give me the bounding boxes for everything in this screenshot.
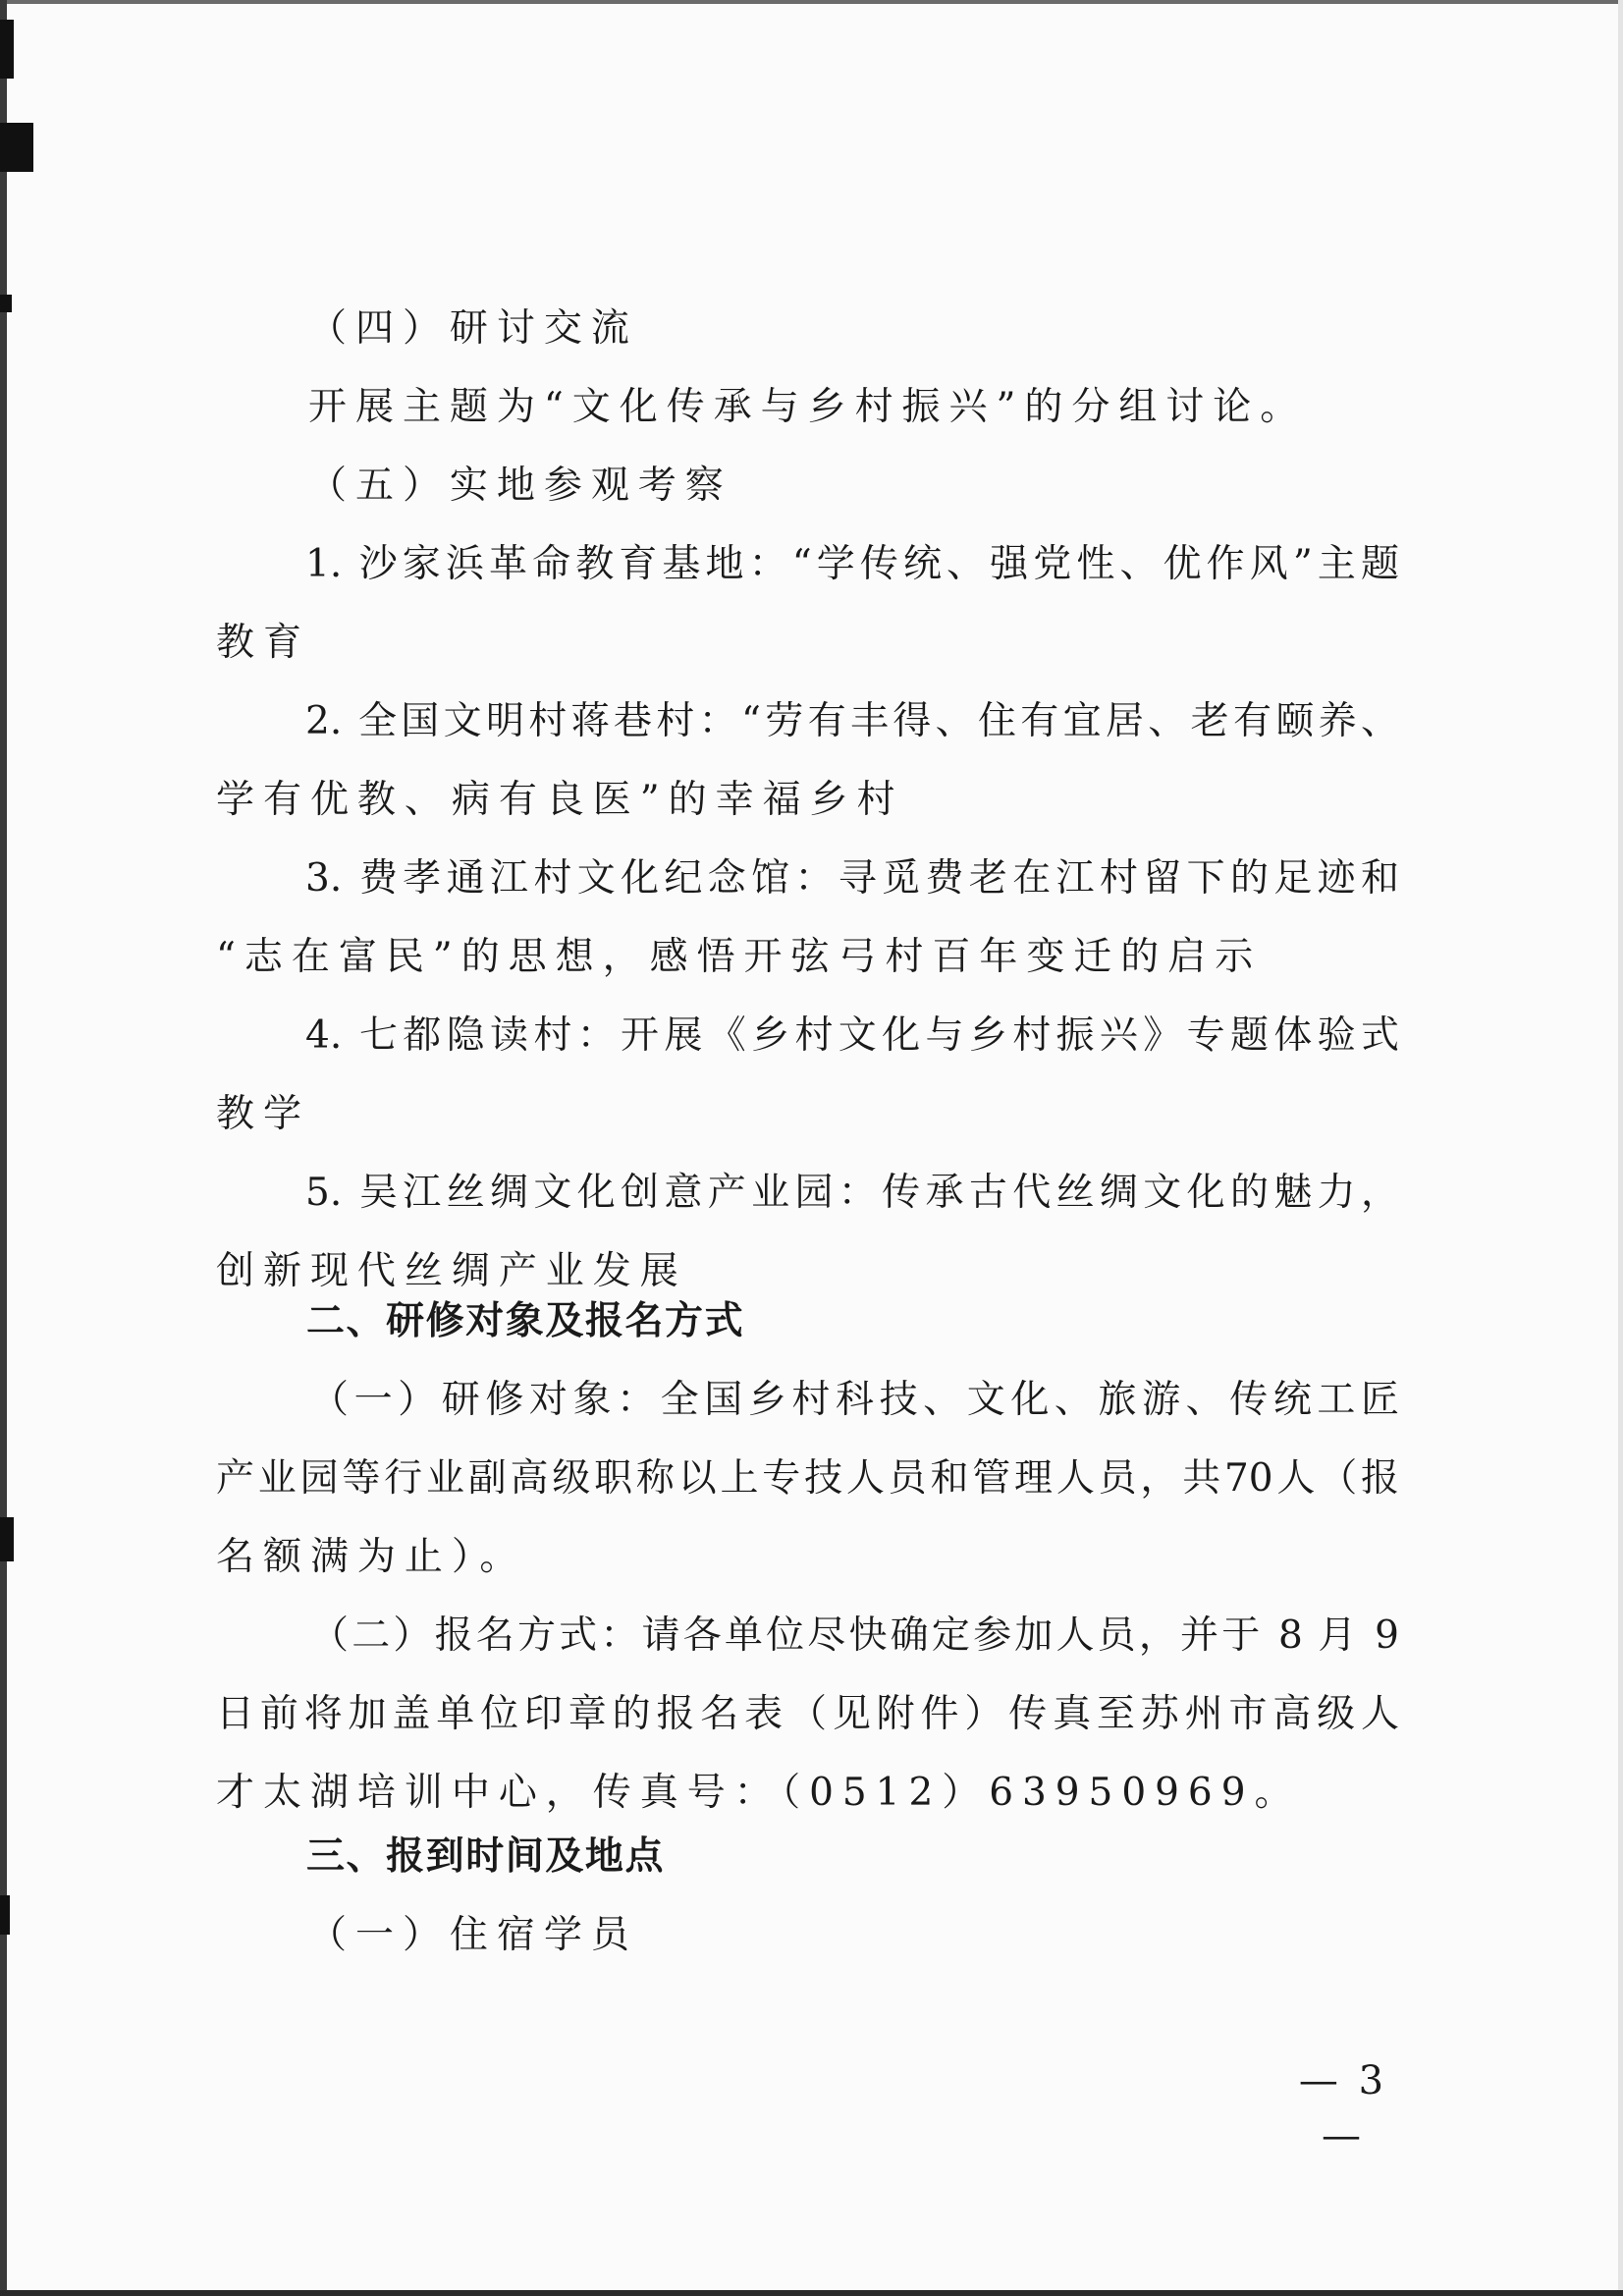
binding-mark <box>0 1895 10 1935</box>
page-number: — 3 — <box>1298 2058 1388 2159</box>
paragraph-line: （一）研修对象：全国乡村科技、文化、旅游、传统工匠 <box>310 1378 1399 1422</box>
paragraph-line: （二）报名方式：请各单位尽快确定参加人员，并于 8 月 9 <box>310 1613 1399 1658</box>
list-item-4-line-1: 4. 七都隐读村：开展《乡村文化与乡村振兴》专题体验式 <box>305 1013 1399 1058</box>
list-item-3-line-2: “志在富民”的思想，感悟开弦弓村百年变迁的启示 <box>216 935 1263 979</box>
binding-mark <box>0 1517 14 1561</box>
list-item-1-line-1: 1. 沙家浜革命教育基地：“学传统、强党性、优作风”主题 <box>305 542 1399 586</box>
list-item-3-line-1: 3. 费孝通江村文化纪念馆：寻觅费老在江村留下的足迹和 <box>305 856 1399 901</box>
list-item-1-line-2: 教育 <box>216 621 310 665</box>
binding-mark <box>0 20 14 79</box>
scan-right-edge <box>1618 0 1623 2296</box>
paragraph-line: 才太湖培训中心，传真号：（0512）63950969。 <box>216 1771 1302 1815</box>
binding-mark <box>0 123 33 172</box>
scan-top-edge <box>0 0 1623 4</box>
section-heading-participants: 二、研修对象及报名方式 <box>306 1299 745 1343</box>
list-item-4-line-2: 教学 <box>216 1092 310 1136</box>
paragraph-line: 产业园等行业副高级职称以上专技人员和管理人员，共70人（报 <box>216 1456 1399 1501</box>
list-item-5-line-1: 5. 吴江丝绸文化创意产业园：传承古代丝绸文化的魅力， <box>305 1171 1399 1215</box>
paragraph-line: 名额满为止）。 <box>216 1535 527 1579</box>
section-heading-registration: 三、报到时间及地点 <box>306 1834 666 1879</box>
subheading-field-visit: （五）实地参观考察 <box>308 464 732 508</box>
subheading-resident-trainees: （一）住宿学员 <box>308 1913 638 1957</box>
list-item-2-line-2: 学有优教、病有良医”的幸福乡村 <box>216 778 904 822</box>
list-item-2-line-1: 2. 全国文明村蒋巷村：“劳有丰得、住有宜居、老有颐养、 <box>305 699 1399 743</box>
list-item-5-line-2: 创新现代丝绸产业发展 <box>216 1249 687 1293</box>
scan-left-edge <box>0 0 7 2296</box>
binding-mark <box>0 295 12 312</box>
paragraph-line: 日前将加盖单位印章的报名表（见附件）传真至苏州市高级人 <box>216 1692 1399 1736</box>
subheading-discussion: （四）研讨交流 <box>308 306 638 351</box>
scan-bottom-edge <box>0 2290 1623 2296</box>
paragraph-line: 开展主题为“文化传承与乡村振兴”的分组讨论。 <box>308 385 1308 429</box>
